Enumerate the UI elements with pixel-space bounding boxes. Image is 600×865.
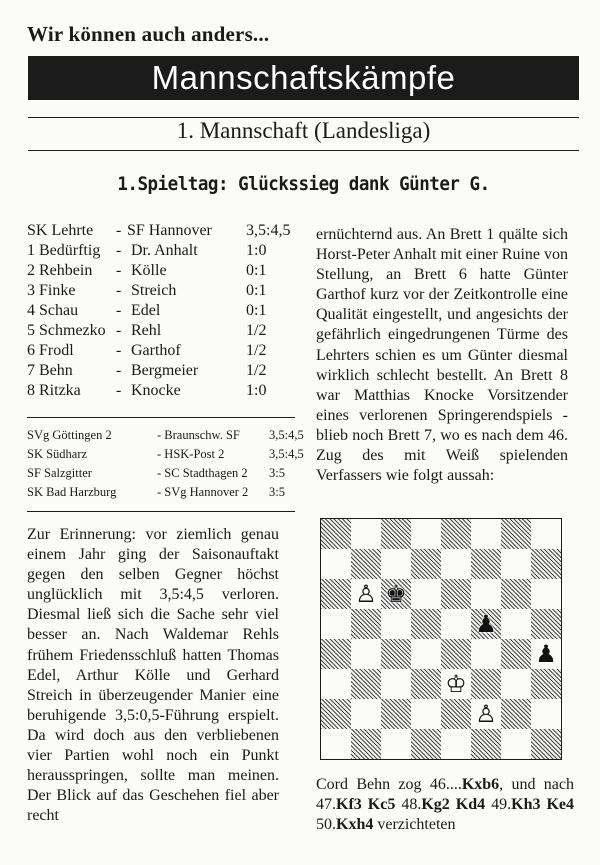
board-square-b7	[351, 549, 381, 579]
board-square-d7	[411, 549, 441, 579]
text: 48.	[395, 796, 422, 814]
board-square-e4	[441, 639, 471, 669]
white-king-icon: ♔	[445, 670, 467, 698]
article-paragraph-left: Zur Erinnerung: vor ziemlich genau einem Jahr ging der Saisonauftakt gegen den selben Gegner höchst unglücklich mit 3,5:4,5 verloren. Diesmal ließ sich die Sache sehr viel besser an. Nach Waldemar Rehls frühem Friedensschluß hatten Thomas Edel, Arthur Kölle und Gerhard Streich in überzeugender Manier eine beruhigende 3,5:0,5-Führung erspielt. Da wird doch aus den verbliebenen vier Partien wohl noch ein Punkt herausspringen, sollte man meinen. Der Blick auf das Geschehen fiel aber recht	[27, 526, 279, 825]
other-results-list	[27, 426, 307, 502]
other-result-row	[27, 483, 307, 502]
home-player: 1 Bedürftig	[27, 242, 101, 259]
away-team: - SVg Hannover 2	[157, 485, 249, 499]
away-player: Knocke	[131, 382, 181, 399]
team-heading: 1. Mannschaft (Landesliga)	[176, 118, 431, 143]
board-square-e8	[441, 519, 471, 549]
board-square-f4	[471, 639, 501, 669]
board-square-e6	[441, 579, 471, 609]
home-team: SF Salzgitter	[27, 466, 92, 480]
board-square-g4	[501, 639, 531, 669]
home-player: 2 Rehbein	[27, 262, 93, 279]
away-player: Rehl	[131, 322, 162, 339]
board-square-c1	[381, 729, 411, 759]
move: Kg2 Kd4	[421, 796, 486, 814]
move: Kxh4	[336, 816, 374, 834]
article-paragraph-right: ernüchternd aus. An Brett 1 quälte sich Horst-Peter Anhalt mit einer Ruine von Stellung, an Brett 6 hatte Günter Garthof kurz vor der Zeitkontrolle eine Qualität eingestellt, und angesichts der gefährlich eingedrungenen Türme des Lehrters schien es um Günter diesmal wirklich schlecht bestellt. An Brett 8 war Matthias Knocke Vorsitzender eines verlorenen Springerendspiels - blieb noch Brett 7, wo es nach dem 46. Zug des mit Weiß spielenden Verfassers wie folgt aussah:	[316, 226, 568, 485]
text: Cord Behn zog 46....	[316, 776, 462, 793]
board-square-f7	[471, 549, 501, 579]
other-result-row	[27, 464, 307, 483]
board-square-h6	[531, 579, 561, 609]
board-square-b4	[351, 639, 381, 669]
board-square-b8	[351, 519, 381, 549]
separator: -	[116, 302, 122, 319]
move: Kf3 Kc5	[336, 796, 396, 814]
separator: -	[116, 382, 122, 399]
board-square-f1	[471, 729, 501, 759]
round-heading: 1.Spieltag: Glückssieg dank Günter G.	[117, 173, 490, 195]
home-team: SK Bad Harzburg	[27, 485, 117, 499]
board-result: 1:0	[246, 242, 267, 259]
away-player: Garthof	[131, 342, 181, 359]
section-banner: Mannschaftskämpfe	[28, 56, 579, 100]
board-square-a1	[321, 729, 351, 759]
board-result: 0:1	[246, 262, 267, 279]
home-player: 5 Schmezko	[27, 322, 106, 339]
board-square-h3	[531, 669, 561, 699]
board-square-b6	[351, 579, 381, 609]
text: verzichteten	[373, 816, 456, 834]
board-result-row	[27, 381, 297, 401]
other-result-row	[27, 445, 307, 464]
board-square-c4	[381, 639, 411, 669]
board-square-f2	[471, 699, 501, 729]
article-paragraph-moves	[316, 775, 574, 835]
board-square-d3	[411, 669, 441, 699]
text: , und nach 47.	[316, 776, 575, 814]
board-square-f6	[471, 579, 501, 609]
home-player: 4 Schau	[27, 302, 79, 319]
away-team: SF Hannover	[127, 222, 212, 239]
home-player: 7 Behn	[27, 362, 73, 379]
chess-board-diagram	[320, 518, 562, 760]
board-square-g5	[501, 609, 531, 639]
match-score: 3,5:4,5	[269, 447, 304, 461]
board-square-h2	[531, 699, 561, 729]
board-square-f3	[471, 669, 501, 699]
separator: -	[116, 222, 122, 239]
board-square-c8	[381, 519, 411, 549]
board-square-b5	[351, 609, 381, 639]
away-team: - HSK-Post 2	[157, 447, 225, 461]
home-team: SK Südharz	[27, 447, 88, 461]
away-player: Streich	[131, 282, 177, 299]
board-result-row	[27, 321, 297, 341]
board-result-row	[27, 301, 297, 321]
board-result-row	[27, 261, 297, 281]
board-square-d2	[411, 699, 441, 729]
separator: -	[116, 262, 122, 279]
board-square-d5	[411, 609, 441, 639]
black-pawn-icon: ♟	[475, 610, 497, 638]
board-square-e1	[441, 729, 471, 759]
text: 49.	[485, 796, 512, 814]
separator: -	[116, 282, 122, 299]
separator: -	[116, 242, 122, 259]
board-square-g7	[501, 549, 531, 579]
board-square-a4	[321, 639, 351, 669]
board-result: 0:1	[246, 302, 267, 319]
divider	[28, 150, 579, 151]
away-player: Kölle	[131, 262, 167, 279]
board-square-d6	[411, 579, 441, 609]
board-square-g2	[501, 699, 531, 729]
home-team: SVg Göttingen 2	[27, 428, 112, 442]
divider	[27, 417, 295, 418]
board-result: 1/2	[246, 342, 267, 359]
board-square-e2	[441, 699, 471, 729]
board-square-e5	[441, 609, 471, 639]
board-square-a7	[321, 549, 351, 579]
match-score: 3:5	[269, 485, 285, 499]
match-score: 3:5	[269, 466, 285, 480]
board-square-e3	[441, 669, 471, 699]
board-square-h8	[531, 519, 561, 549]
board-square-c7	[381, 549, 411, 579]
home-player: 8 Ritzka	[27, 382, 81, 399]
white-pawn-icon: ♙	[355, 580, 377, 608]
home-player: 3 Finke	[27, 282, 76, 299]
board-square-a8	[321, 519, 351, 549]
board-square-d1	[411, 729, 441, 759]
board-square-c6	[381, 579, 411, 609]
board-square-g8	[501, 519, 531, 549]
divider	[27, 511, 295, 512]
board-result: 1:0	[246, 382, 267, 399]
other-result-row	[27, 426, 307, 445]
white-pawn-icon: ♙	[475, 700, 497, 728]
board-square-c5	[381, 609, 411, 639]
match-header-row	[27, 221, 297, 241]
board-square-d8	[411, 519, 441, 549]
board-square-g3	[501, 669, 531, 699]
board-square-a6	[321, 579, 351, 609]
home-team: SK Lehrte	[27, 222, 94, 239]
board-square-g1	[501, 729, 531, 759]
board-square-a2	[321, 699, 351, 729]
match-score: 3,5:4,5	[269, 428, 304, 442]
board-square-f8	[471, 519, 501, 549]
board-result-row	[27, 361, 297, 381]
home-player: 6 Frodl	[27, 342, 74, 359]
board-result-row	[27, 281, 297, 301]
board-square-h1	[531, 729, 561, 759]
board-result: 0:1	[246, 282, 267, 299]
board-square-a3	[321, 669, 351, 699]
match-results-table	[27, 221, 297, 401]
board-result-row	[27, 341, 297, 361]
separator: -	[116, 362, 122, 379]
move: Kxb6	[461, 776, 500, 793]
away-player: Edel	[131, 302, 161, 319]
board-square-b2	[351, 699, 381, 729]
black-pawn-icon: ♟	[535, 640, 557, 668]
kicker-heading: Wir können auch anders...	[27, 22, 270, 46]
board-square-g6	[501, 579, 531, 609]
board-square-f5	[471, 609, 501, 639]
board-square-h4	[531, 639, 561, 669]
board-square-b1	[351, 729, 381, 759]
text: 50.	[316, 816, 336, 834]
separator: -	[116, 342, 122, 359]
board-square-h7	[531, 549, 561, 579]
match-score: 3,5:4,5	[246, 222, 291, 239]
board-result: 1/2	[246, 322, 267, 339]
separator: -	[116, 322, 122, 339]
board-result: 1/2	[246, 362, 267, 379]
board-square-d4	[411, 639, 441, 669]
board-square-c3	[381, 669, 411, 699]
away-player: Bergmeier	[131, 362, 199, 379]
board-square-a5	[321, 609, 351, 639]
board-square-c2	[381, 699, 411, 729]
board-square-e7	[441, 549, 471, 579]
move: Kh3 Ke4	[511, 796, 575, 814]
away-player: Dr. Anhalt	[131, 242, 198, 259]
board-square-h5	[531, 609, 561, 639]
black-king-icon: ♚	[385, 580, 407, 608]
away-team: - SC Stadthagen 2	[157, 466, 248, 480]
board-result-row	[27, 241, 297, 261]
board-square-b3	[351, 669, 381, 699]
away-team: - Braunschw. SF	[157, 428, 240, 442]
